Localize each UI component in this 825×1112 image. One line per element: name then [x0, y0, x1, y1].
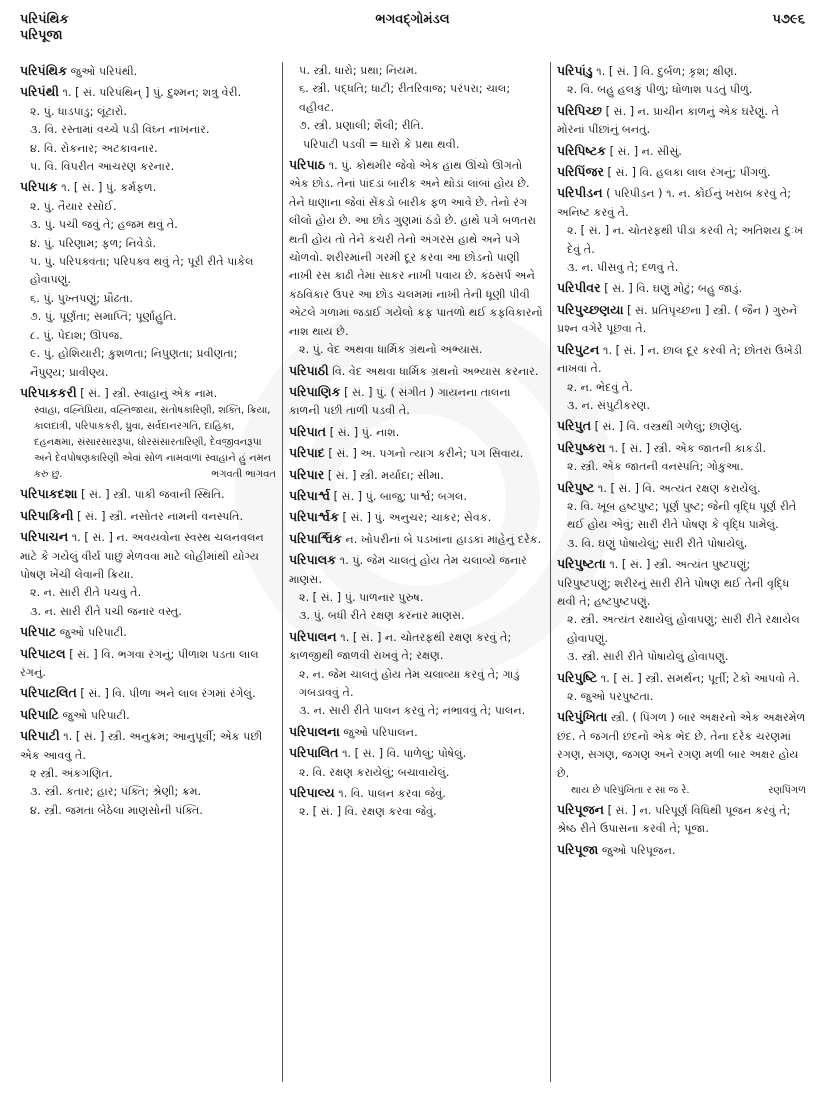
entry-main	[289, 530, 544, 549]
sense: ૩. પું. બધી રીતે રક્ષણ કરનાર માણસ.	[299, 609, 465, 623]
dictionary-entry	[557, 279, 806, 298]
quotation-text: થાય છે પરિપુંખિતા ર સા જ રે.	[571, 785, 690, 797]
sense: ૩. ન. સારી રીતે પચી જનાર વસ્તુ.	[30, 604, 182, 618]
entry-main	[20, 178, 276, 197]
dictionary-entry	[557, 184, 806, 277]
entry-main	[557, 439, 806, 458]
entry-main	[557, 184, 806, 222]
sense: ૬. સ્ત્રી. પદ્ધતિ; ધાટી; રીતરિવાજ; પરંપરા; ચાલ; વહીવટ.	[299, 82, 511, 114]
headword: પરિપુત	[557, 418, 592, 434]
page-number: પ૭૯૬	[772, 12, 805, 27]
definition: [ સં. ] ન. પરિપૂર્ણ વિધિથી પૂજન કરવું તે; શ્રેષ્ઠ રીતે ઉપાસના કરવી તે; પૂજા.	[557, 804, 791, 836]
headword: પરિપાલક	[289, 552, 337, 568]
dictionary-entry	[20, 62, 276, 81]
entry-main	[557, 163, 806, 182]
guide-word-first: પરિપંથિક	[20, 12, 69, 27]
headword: પરિપાચન	[20, 529, 69, 545]
sense: ૨. [ સં. ] વિ. રક્ષણ કરવા જેવું.	[299, 805, 437, 819]
sense: ૨. વિ. બહુ હલકું પીળું; ધોળાશ પડતું પીળું.	[567, 83, 753, 97]
dictionary-entry	[289, 551, 544, 626]
headword: પરિપાર્શ્વ	[289, 487, 331, 503]
definition: વિ. વેદ અથવા ધાર્મિક ગ્રંથનો અભ્યાસ કરનાર.	[332, 364, 539, 378]
dictionary-entry	[289, 383, 544, 421]
definition: જુઓ પરિપંથી.	[70, 65, 138, 78]
headword: પરિપાટી	[20, 728, 60, 744]
headword: પરિપાર્શ્વિક	[289, 530, 342, 546]
sense: ૨. પું. વેદ અથવા ધાર્મિક ગ્રંથનો અભ્યાસ.	[299, 343, 483, 357]
headword: પરિપાર	[289, 466, 325, 482]
sense: ૨ સ્ત્રી. અંકગણિત.	[30, 767, 113, 780]
entry-main	[20, 623, 276, 642]
sense: ૨. જુઓ પરપુષ્ટતા.	[567, 690, 654, 703]
dictionary-entry	[289, 156, 544, 359]
definition: [ સં. ] પું. બાજુ; પાર્શ્વ; બગલ.	[333, 489, 468, 503]
definition: [ સં. ] સ્ત્રી. નસોતર નામની વનસ્પતિ.	[77, 509, 244, 523]
headword: પરિપાઠ	[289, 157, 326, 173]
dictionary-entry	[557, 417, 806, 436]
dictionary-entry	[289, 423, 544, 442]
dictionary-entry	[20, 684, 276, 703]
dictionary-entry	[20, 507, 276, 526]
dictionary-entry	[289, 784, 544, 822]
headword: પરિપાકકરી	[20, 384, 77, 400]
sense: ૩. પું. પચી જવું તે; હજમ થવું તે.	[30, 218, 178, 232]
definition: સ્ત્રી. ( પિંગળ ) બાર અક્ષરનો એક અક્ષરમેળ છંદ. તે જગતી છંદનો એક ભેદ છે. તેના દરેક ચરણમાં રગણ, સગણ, જગણ અને રગણ મળી બાર અક્ષર હોય છે.	[557, 711, 806, 780]
definition: [ સં. ] વિ. પીળા અને લાલ રંગમાં રંગેલું.	[80, 687, 256, 701]
entry-main	[289, 744, 544, 763]
headword: પરિપાંડુ	[557, 63, 593, 78]
definition: ૧. [ સં. ] પું. કર્મફળ.	[61, 181, 157, 195]
headword: પરિપંથિક	[20, 63, 68, 78]
entry-main	[557, 341, 806, 379]
headword: પરિપુષ્કરા	[557, 439, 606, 455]
definition: ૧. [ સં. ] ન. ચોતરફથી રક્ષણ કરવું તે; કાળજીથી જાળવી રાખવું તે; રક્ષણ.	[289, 630, 512, 663]
dictionary-entry	[20, 178, 276, 381]
sense: ૩. સ્ત્રી. સારી રીતે પોષાયેલું હોવાપણું.	[567, 650, 729, 664]
headword: પરિપુંખિતા	[557, 709, 608, 725]
definition: જુઓ પરિપૂજન.	[601, 843, 676, 857]
entry-main	[289, 723, 544, 742]
headword: પરિપુષ્ટિ	[557, 669, 598, 685]
headword: પરિપાઠી	[289, 362, 329, 378]
definition: જુઓ પરિપાલન.	[343, 725, 418, 739]
headword: પરિપીડન	[557, 185, 603, 201]
dictionary-entry	[557, 841, 806, 860]
definition: [ સં. ] સ્ત્રી. પાકી જવાની સ્થિતિ.	[81, 488, 225, 502]
entry-main	[20, 384, 276, 403]
dictionary-entry	[289, 444, 544, 463]
definition: [ સં. ] ન. સીસું.	[609, 144, 682, 158]
dictionary-entry	[20, 384, 276, 483]
headword: પરિપિચ્છ	[557, 102, 603, 118]
dictionary-entry	[20, 645, 276, 683]
headword: પરિપૂજા	[557, 841, 599, 857]
dictionary-entry	[20, 83, 276, 176]
dictionary-title: ભગવદ્ગોમંડલ	[375, 12, 450, 27]
entry-main	[289, 362, 544, 381]
entry-main	[20, 485, 276, 504]
sense: ૪. પું. પરિણામ; ફળ; નિવેડો.	[30, 236, 157, 250]
sense: ૨. સ્ત્રી. એક જાતની વનસ્પતિ; ગોકુંઆ.	[567, 460, 744, 474]
definition: [ સં. ] પું. અનુચર; ચાકર; સેવક.	[342, 511, 492, 525]
sense: ૨. પું. તૈયાર રસોઈ.	[30, 199, 117, 213]
quotation-source: ભગવતી ભાગવત	[211, 469, 276, 481]
headword: પરિપુટન	[557, 341, 600, 357]
definition: [ સં. પ્રતિપૃચ્છના ] સ્ત્રી. ( જૈન ) ગુરુને પ્રશ્ન વગેરે પૂછવા તે.	[557, 303, 798, 336]
definition: ૧. પું. જેમ ચાલતું હોય તેમ ચલાવ્યે જનાર માણસ.	[289, 554, 527, 586]
entry-main	[289, 466, 544, 485]
dictionary-entry	[557, 708, 806, 799]
entry-main	[557, 102, 806, 140]
sense: ૨. ન. સારી રીતે પચવું તે.	[30, 586, 142, 600]
dictionary-entry	[557, 439, 806, 477]
quotation	[557, 783, 806, 799]
sense: ૫. વિ. વિપરીત આચરણ કરનાર.	[30, 160, 175, 174]
definition: [ સં. ] પું. ( સંગીત ) ગાયનના તાલના કાળની પછી તાળી પડવી તે.	[289, 385, 511, 418]
headword: પરિપાટિ	[20, 706, 59, 722]
quotation	[20, 403, 276, 483]
dictionary-entry	[289, 362, 544, 381]
headword: પરિપંથી	[20, 84, 59, 100]
headword: પરિપાણિક	[289, 383, 341, 399]
definition: ૧. [ સં. પરિપંથિન્ ] પું. દુશ્મન; શત્રુ વેરી.	[62, 86, 242, 100]
entry-main	[557, 301, 806, 339]
sense: ૭. પું. પૂર્ણતા; સમાપ્તિ; પૂર્ણાહુતિ.	[30, 310, 177, 324]
entry-main	[557, 479, 806, 498]
headword: પરિપાલિત	[289, 745, 339, 761]
headword: પરિપુષ્ટ	[557, 479, 595, 495]
column-1	[18, 62, 282, 1082]
dictionary-entry	[289, 744, 544, 782]
definition: [ સં. ] વિ. ભગવા રંગનું; પીળાશ પડતા લાલ રંગનું.	[20, 647, 259, 679]
sense: ૭. સ્ત્રી. પ્રણાલી; શૈલી; રીતિ.	[299, 119, 425, 133]
sense: ૪. વિ. રોકનાર; અટકાવનાર.	[30, 141, 158, 155]
headword: પરિપીવર	[557, 280, 601, 296]
definition: ન. ખોપરીનાં બે પડખાંનાં હાડકાં માંહેનું દરેક.	[345, 532, 542, 546]
definition: ૧. [ સં. ] વિ. અત્યંત રક્ષણ કરાયેલું.	[597, 481, 761, 495]
headword: પરિપાકિની	[20, 507, 74, 523]
definition: [ સં. ] સ્ત્રી. સ્વાહાનું એક નામ.	[80, 386, 218, 400]
sense: ૨. ન. જેમ ચાલતું હોય તેમ ચલાવ્યા કરવું તે; ગાડું ગબડાવવું તે.	[299, 667, 520, 699]
headword: પરિપાટલિત	[20, 685, 77, 701]
headword: પરિપાક	[20, 179, 58, 195]
sense: ૨. ન. ભેદવું તે.	[567, 380, 633, 394]
definition: ૧. પું. કોથમીર જેવો એક હાથ ઊંચો ઊગતો એક છોડ. તેનાં પાંદડાં બારીક અને થોડાં લાંબાં હોય છે. તેને ધાણાના જેવાં સેંકડો બારીક ફળ આવે છે. તેનો રંગ લીલો હોય છે. આ છોડ ગુણમાં ઠંડો છે. હાથે પગે બળતરા થતી હોય તો તેને કચરી તેનો અંગરસ હાથે અને પગે ચોળવો. શરીરમાંની ગરમી દૂર કરવા આ છોડનો પાણી નાખી રસ કાઢી તેમાં સાકર નાખી પવાય છે. કંઠસર્પ અને કંઠવિકાર ઉપર આ છોડ ચલમમાં નાખી તેની ધૂણી પીવી એટલે ગળામાં જડાઈ ગયેલો કફ પાતળો થઈ કફવિકારનો નાશ થાય છે.	[289, 159, 543, 338]
dictionary-entry	[557, 62, 806, 100]
entry-main	[557, 841, 806, 860]
entry-main	[20, 507, 276, 526]
definition: જુઓ પરિપાટી.	[62, 708, 130, 722]
entry-main	[289, 628, 544, 666]
dictionary-entry	[20, 485, 276, 504]
headword: પરિપાદ	[289, 445, 325, 461]
dictionary-entry	[289, 508, 544, 527]
dictionary-entry	[289, 487, 544, 506]
sense: ૨. વિ. રક્ષણ કરાયેલું; બચાવાયેલું.	[299, 765, 450, 779]
dictionary-entry	[557, 102, 806, 140]
entry-main	[557, 279, 806, 298]
dictionary-entry	[557, 142, 806, 161]
entry-main	[557, 62, 806, 81]
headword: પરિપાર્શ્વક	[289, 509, 339, 525]
entry-main	[289, 423, 544, 442]
dictionary-entry	[289, 62, 544, 154]
quotation-text: સ્વાહા, વહ્નિપ્રિયા, વહ્નિજાયા, સંતોષકારિણી, શક્તિ, ક્રિયા, કાલદાત્રી, પરિપાકકરી, ધ્રુવા, સર્વદાનરગતિ, દાહિકા, દહનક્ષમા, સંસારસારરૂપા, ઘોરસંસારતારિણી, દેવજીવનરૂપા અને દેવપોષણકારિણી એવાં સોળ નામવાળાં સ્વાહાને હું નમન કરું છું.	[34, 405, 272, 481]
headword: પરિપાટલ	[20, 645, 66, 661]
entry-main	[557, 555, 806, 611]
entry-main	[289, 551, 544, 589]
sense: ૯. પું. હોશિયારી; કુશળતા; નિપુણતા; પ્રવીણતા; નૈપુણ્ય; પ્રાવીણ્ય.	[30, 347, 238, 379]
headword: પરિપુષ્ટતા	[557, 556, 606, 572]
entry-main	[557, 801, 806, 839]
definition: ૧. [ સં. ] ન. અવયવોના સ્વસ્થ ચલનવલન માટે કે ગયેલું વીર્ય પાછું મેળવવા માટે લોહીમાંથી યોગ્ય પોષણ ખેંચી લેવાની ક્રિયા.	[20, 531, 264, 581]
definition: ૧. [ સં. ] ન. છાલ દૂર કરવી તે; છોતરાં ઉખેડી નાખવાં તે.	[557, 343, 803, 376]
definition: [ સં. ] અ. પગનો ત્યાગ કરીને; પગ સિવાય.	[328, 447, 524, 461]
sense: ૨. સ્ત્રી. અત્યંત રક્ષાયેલું હોવાપણું; સારી રીતે રક્ષાયેલ હોવાપણું.	[567, 613, 800, 645]
sense: ૨. [ સં. ] ન. ચોતરફથી પીડા કરવી તે; અતિશય દુઃખ દેવું તે.	[567, 224, 804, 256]
definition: [ સં. ] વિ. વસ્ત્રથી ગળેલું; છાણેલું.	[594, 420, 743, 434]
headword: પરિપૂજન	[557, 802, 604, 818]
entry-main	[20, 706, 276, 725]
column-2	[282, 62, 550, 1082]
definition: ૧. [ સં. ] વિ. પાળેલું; પોષેલું.	[342, 747, 467, 761]
headword: પરિપિંજર	[557, 164, 604, 180]
entry-main	[20, 684, 276, 703]
guide-word-last: પરિપૂજા	[20, 28, 63, 43]
entry-main	[557, 669, 806, 688]
dictionary-entry	[289, 723, 544, 742]
dictionary-entry	[289, 530, 544, 549]
definition: [ સં. ] વિ. હલકા લાલ રંગનું; પીંગળું.	[607, 166, 771, 180]
sense: ૨. વિ. ખૂબ હષ્ટપુષ્ટ; પૂર્ણ પુષ્ટ; જેની વૃદ્ધિ પૂર્ણ રીતે થઈ હોય એવું; સારી રીતે પોષણ કે વૃદ્ધિ પામેલું.	[567, 499, 797, 532]
definition: [ સં. ] વિ. ઘણું મોટું; બહુ જાડું.	[604, 282, 743, 296]
definition: ૧. [ સં. ] સ્ત્રી. સમર્થન; પૂર્તી; ટેકો આપવો તે.	[600, 671, 800, 685]
dictionary-entry	[557, 801, 806, 839]
entry-main	[557, 708, 806, 783]
dictionary-entry	[289, 466, 544, 485]
sense: ૫. સ્ત્રી. ધારો; પ્રથા; નિયમ.	[299, 64, 418, 77]
dictionary-entry	[557, 163, 806, 182]
headword: પરિપાલના	[289, 723, 340, 739]
column-3	[550, 62, 812, 1082]
sense: ૩. ન. પીસવું તે; દળવું તે.	[567, 261, 679, 275]
sense: ૩. સ્ત્રી. કતાર; હાર; પંક્તિ; શ્રેણી; ક્રમ.	[30, 785, 202, 799]
definition: [ સં. ] પું. નાશ.	[329, 425, 400, 439]
dictionary-entry	[20, 623, 276, 642]
dictionary-entry	[557, 301, 806, 339]
entry-main	[20, 645, 276, 683]
headword: પરિપાકદશા	[20, 486, 78, 502]
sense: ૪. સ્ત્રી. જમતા બેઠેલા માણસોની પંક્તિ.	[30, 803, 203, 817]
entry-main	[20, 62, 276, 81]
page-header	[0, 0, 825, 60]
sense: ૨. પું. ધાડપાડુ; લૂંટારો.	[30, 104, 127, 118]
definition: ૧. વિ. પાલન કરવા જેવું.	[338, 787, 446, 801]
dictionary-entry	[289, 628, 544, 721]
definition: [ સં. ] ન. પ્રાચીન કાળનું એક ઘરેણું. તે મોરનાં પીંછાંનું બનતું.	[557, 104, 780, 137]
dictionary-columns	[18, 62, 812, 1082]
definition: ૧. [ સં. ] સ્ત્રી. અત્યંત પુષ્ટપણું; પરિપુષ્ટપણું; શરીરનું સારી રીતે પોષણ થઈ તેની વૃદ્ધિ થવી તે; હષ્ટપુષ્ટપણું.	[557, 558, 790, 608]
entry-main	[557, 142, 806, 161]
headword: પરિપાટ	[20, 624, 57, 640]
entry-main	[289, 444, 544, 463]
sense: ૨. [ સં. ] પું. પાળનાર પુરુષ.	[299, 590, 424, 604]
dictionary-entry	[557, 479, 806, 554]
entry-main	[289, 156, 544, 341]
entry-main	[20, 727, 276, 765]
entry-main	[557, 417, 806, 436]
sense: ૩. વિ. રસ્તામાં વચ્ચે પડી વિઘ્ન નાખનાર.	[30, 123, 210, 137]
sense: ૫. પું. પરિપક્વતા; પરિપક્વ થવું તે; પૂરી રીતે પાકેલ હોવાપણું.	[30, 255, 254, 287]
dictionary-entry	[20, 528, 276, 621]
sense: ૩. ન. સંપુટીકરણ.	[567, 398, 651, 412]
quotation-source: રણપિંગળ	[768, 785, 806, 797]
entry-main	[289, 784, 544, 803]
dictionary-entry	[557, 669, 806, 707]
entry-main	[20, 528, 276, 584]
entry-main	[20, 83, 276, 102]
usage-note: પરિપાટી પડવી = ધારો કે પ્રથા થવી.	[303, 137, 460, 151]
dictionary-entry	[557, 341, 806, 416]
headword: પરિપાલન	[289, 628, 337, 644]
sense: ૮. પું. પેદાશ; ઊપજ.	[30, 328, 123, 342]
definition: ( પરિપીડ઼ન ) ૧. ન. કોઈનું ખરાબ કરવું તે; અનિષ્ટ કરવું તે.	[557, 187, 792, 219]
definition: [ સં. ] સ્ત્રી. મર્યાદા; સીમા.	[327, 468, 444, 482]
entry-main	[289, 487, 544, 506]
headword: પરિપિષ્ટક	[557, 142, 607, 158]
dictionary-entry	[20, 706, 276, 725]
definition: ૧. [ સં. ] વિ. દુર્બળ; કૃશ; ક્ષીણ.	[596, 65, 738, 78]
sense: ૩. ન. સારી રીતે પાલન કરવું તે; નભાવવું તે; પાલન.	[299, 704, 526, 718]
sense: ૩. વિ. ઘણું પોષાયેલું; સારી રીતે પોષાયેલું.	[567, 536, 748, 550]
definition: ૧. [ સં. ] સ્ત્રી. એક જાતની કાકડી.	[609, 441, 767, 455]
entry-main	[289, 383, 544, 421]
entry-main	[289, 508, 544, 527]
headword: પરિપાલ્ય	[289, 785, 335, 801]
headword: પરિપાત	[289, 423, 327, 439]
definition: જુઓ પરિપાટી.	[59, 626, 127, 640]
dictionary-entry	[20, 727, 276, 820]
dictionary-entry	[557, 555, 806, 666]
definition: ૧. [ સં. ] સ્ત્રી. અનુક્રમ; આનુપૂર્વી; એક પછી એક આવવું તે.	[20, 730, 263, 762]
headword: પરિપુચ્છણયા	[557, 301, 624, 317]
sense: ૬. પું. પુખ્તપણું; પ્રૌઢતા.	[30, 291, 133, 305]
